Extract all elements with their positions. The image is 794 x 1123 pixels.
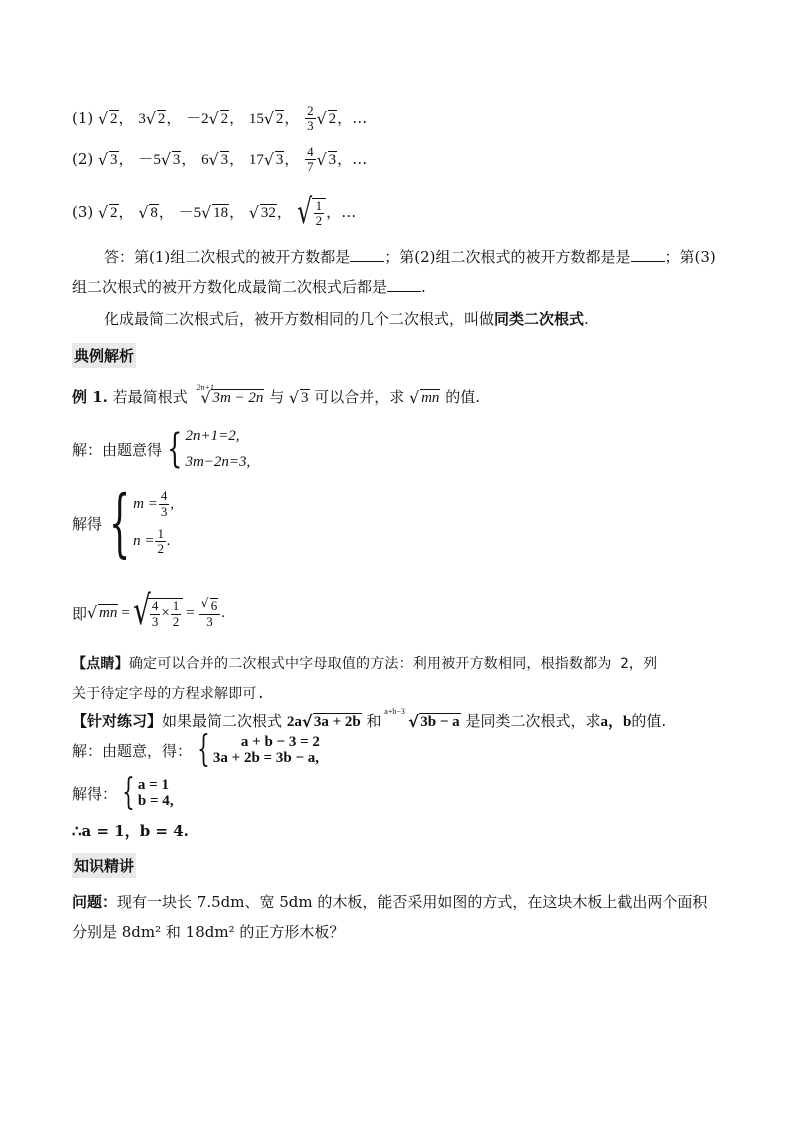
brace-icon: { (122, 772, 135, 813)
group-1: (1) √ 2， 3 √ 2， －2 √ 2， 15 √ 2， $\frac{2}{3}$ √ 2，… (72, 103, 368, 134)
group-3-label: (3) (72, 203, 94, 222)
answer-blank-2 (631, 249, 665, 262)
practice-solution: 解：由题意，得： { a + b − 3 = 2 3a + 2b = 3b − a, (72, 729, 320, 770)
solution-system-1: 解：由题意得 { 2n+1=2, 3m−2n=3, (72, 426, 251, 472)
practice-tag: 【针对练习】 (72, 712, 163, 730)
practice-result: 解得： { a = 1 b = 4, (72, 772, 174, 813)
hint-line-2: 关于待定字母的方程求解即可. (72, 686, 266, 702)
answer-line-1: 答：第(1)组二次根式的被开方数都是 ；第(2)组二次根式的被开方数都是是 ；第(3) (104, 248, 716, 266)
definition: 化成最简二次根式后，被开方数相同的几个二次根式，叫做同类二次根式. (104, 310, 589, 328)
hint-tag: 【点睛】 (72, 656, 129, 672)
group-1-label: (1) (72, 108, 94, 127)
solution-result: 即 √ mn = √ $\frac{4}{3}$ × $\frac{1}{2}$ = √ 6 3 . (72, 588, 226, 635)
section-title-examples: 典例解析 (72, 343, 136, 368)
group-3: (3) √ 2， √ 8， －5 √ 18， √ 32， √ $\frac{1}{2}$ ，… (72, 192, 357, 232)
brace-icon: { (108, 480, 131, 566)
brace-icon: { (197, 729, 210, 770)
question-line-2: 分别是 8dm² 和 18dm² 的正方形木板？ (72, 923, 345, 941)
hint-line-1: 【点睛】确定可以合并的二次根式中字母取值的方法：利用被开方数相同，根指数都为 2，列 (72, 656, 658, 672)
question-label: 问题： (72, 893, 118, 911)
solution-system-2: 解得 { m = $\frac{4}{3}$ , n = $\frac{1}{2}$ . (72, 480, 175, 566)
practice-conclusion: ∴a = 1，b = 4. (72, 822, 189, 840)
brace-icon: { (167, 426, 183, 472)
practice-question: 【针对练习】如果最简二次根式 2a √ 3a + 2b 和 a+b−3 √ 3b − a 是同类二次根式，求a，b的值. (72, 707, 667, 731)
question-line-1: 问题：现有一块长 7.5dm、宽 5dm 的木板，能否采用如图的方式，在这块木板上截出两个面积 (72, 893, 708, 911)
definition-term: 同类二次根式 (494, 310, 585, 328)
answer-line-2: 组二次根式的被开方数化成最简二次根式后都是 . (72, 278, 426, 296)
answer-blank-1 (350, 249, 384, 262)
answer-blank-3 (387, 279, 421, 292)
section-title-knowledge: 知识精讲 (72, 853, 136, 878)
group-2: (2) √ 3， －5 √ 3， 6 √ 3， 17 √ 3， $\frac{4}{7}$ √ 3，… (72, 144, 368, 175)
group-2-label: (2) (72, 149, 94, 168)
example-1: 例 1. 若最简根式 2n+1 √ 3m − 2n 与 √ 3 可以合并，求 √ mn 的值. (72, 383, 480, 407)
